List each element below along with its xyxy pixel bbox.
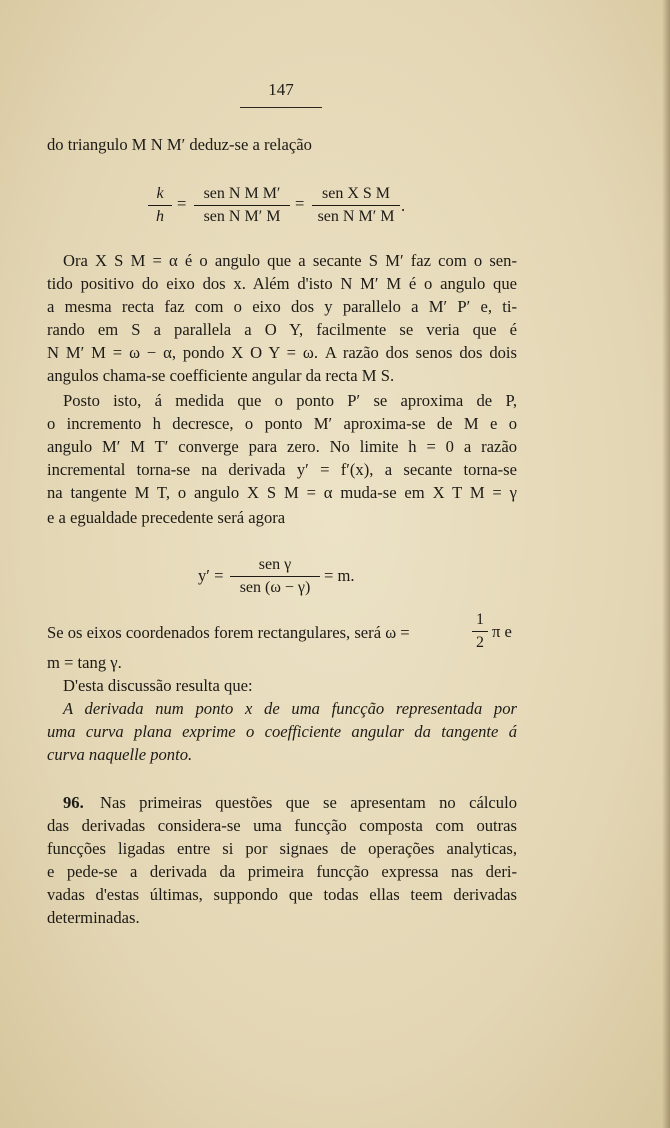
fraction-bar (194, 205, 290, 206)
text-line: N M′ M = ω − α, pondo X O Y = ω. A razão dos senos dos dois (47, 343, 517, 362)
denominator: sen N M′ M (317, 208, 395, 225)
text-line: na tangente M T, o angulo X S M = α muda-se em X T M = γ (47, 483, 517, 502)
text-line: Posto isto, á medida que o ponto P′ se aproxima de P, (63, 391, 517, 410)
text-line: e a egualdade precedente será agora (47, 508, 286, 527)
text-line: angulos chama-se coefficiente angular da recta M S. (47, 366, 395, 385)
eq2-lhs: y′ = (198, 566, 224, 585)
theorem-line: A derivada num ponto x de uma funcção representada por (63, 699, 517, 718)
text-line: angulo M′ M T′ converge para zero. No limite h = 0 a razão (47, 437, 517, 456)
theorem-line: uma curva plana exprime o coefficiente angular da tangente á (47, 722, 517, 741)
numerator: sen γ (258, 556, 292, 573)
header-rule (240, 107, 322, 108)
text-line: vadas d'estas últimas, suppondo que todas ellas teem derivadas (47, 885, 517, 904)
text-line: m = tang γ. (47, 653, 122, 672)
fraction-bar (312, 205, 400, 206)
text-line: incremental torna-se na derivada y′ = f′(x), a secante torna-se (47, 460, 517, 479)
denominator: sen (ω − γ) (239, 579, 311, 596)
denominator: h (156, 208, 164, 225)
page-number: 147 (268, 80, 294, 99)
text-line: Se os eixos coordenados forem rectangulares, será ω = (47, 623, 410, 642)
text-line: D'esta discussão resulta que: (63, 676, 253, 695)
section-number-text: 96. (63, 793, 84, 812)
text-line: funcções ligadas entre si por signaes de operações analyticas, (47, 839, 517, 858)
text-line: Ora X S M = α é o angulo que a secante S M′ faz com o sen- (63, 251, 517, 270)
numerator: sen N M M′ (203, 185, 281, 202)
equals-sign: = (177, 194, 187, 213)
fraction-bar (230, 576, 320, 577)
text-line: rando em S a parallela a O Y, facilmente se veria que é (47, 320, 517, 339)
theorem-line: curva naquelle ponto. (47, 745, 193, 764)
fraction-sen-xsm (312, 184, 400, 227)
fraction-bar (148, 205, 172, 206)
text-line: determinadas. (47, 908, 140, 927)
numerator: 1 (476, 611, 484, 628)
fraction-k-over-h (148, 184, 172, 227)
fraction-sen-nmm (194, 184, 290, 227)
equals-sign: = (295, 194, 305, 213)
pi-suffix: π e (492, 622, 512, 641)
text-line: do triangulo M N M′ deduz-se a relação (47, 135, 312, 154)
numerator: k (156, 185, 164, 202)
text-line: e pede-se a derivada da primeira funcção expressa nas deri- (47, 862, 517, 881)
denominator: sen N M′ M (203, 208, 281, 225)
text-line: das derivadas considera-se uma funcção composta com outras (47, 816, 517, 835)
period: . (401, 196, 406, 215)
text-line: tido positivo do eixo dos x. Além d'isto N M′ M é o angulo que (47, 274, 517, 293)
page-edge-shadow (662, 0, 670, 1128)
denominator: 2 (476, 634, 484, 651)
section-number (63, 792, 103, 814)
fraction-bar (472, 631, 488, 632)
text-line: a mesma recta faz com o eixo dos y parallelo a M′ P′ e, ti- (47, 297, 517, 316)
numerator: sen X S M (321, 185, 390, 202)
fraction-sen-gamma (230, 555, 320, 598)
eq2-rhs: = m. (324, 566, 355, 585)
text-line: Nas primeiras questões que se apresentam no cálculo (100, 793, 517, 812)
text-line: o incremento h decresce, o ponto M′ aproxima-se de M e o (47, 414, 517, 433)
fraction-one-half (472, 610, 488, 653)
